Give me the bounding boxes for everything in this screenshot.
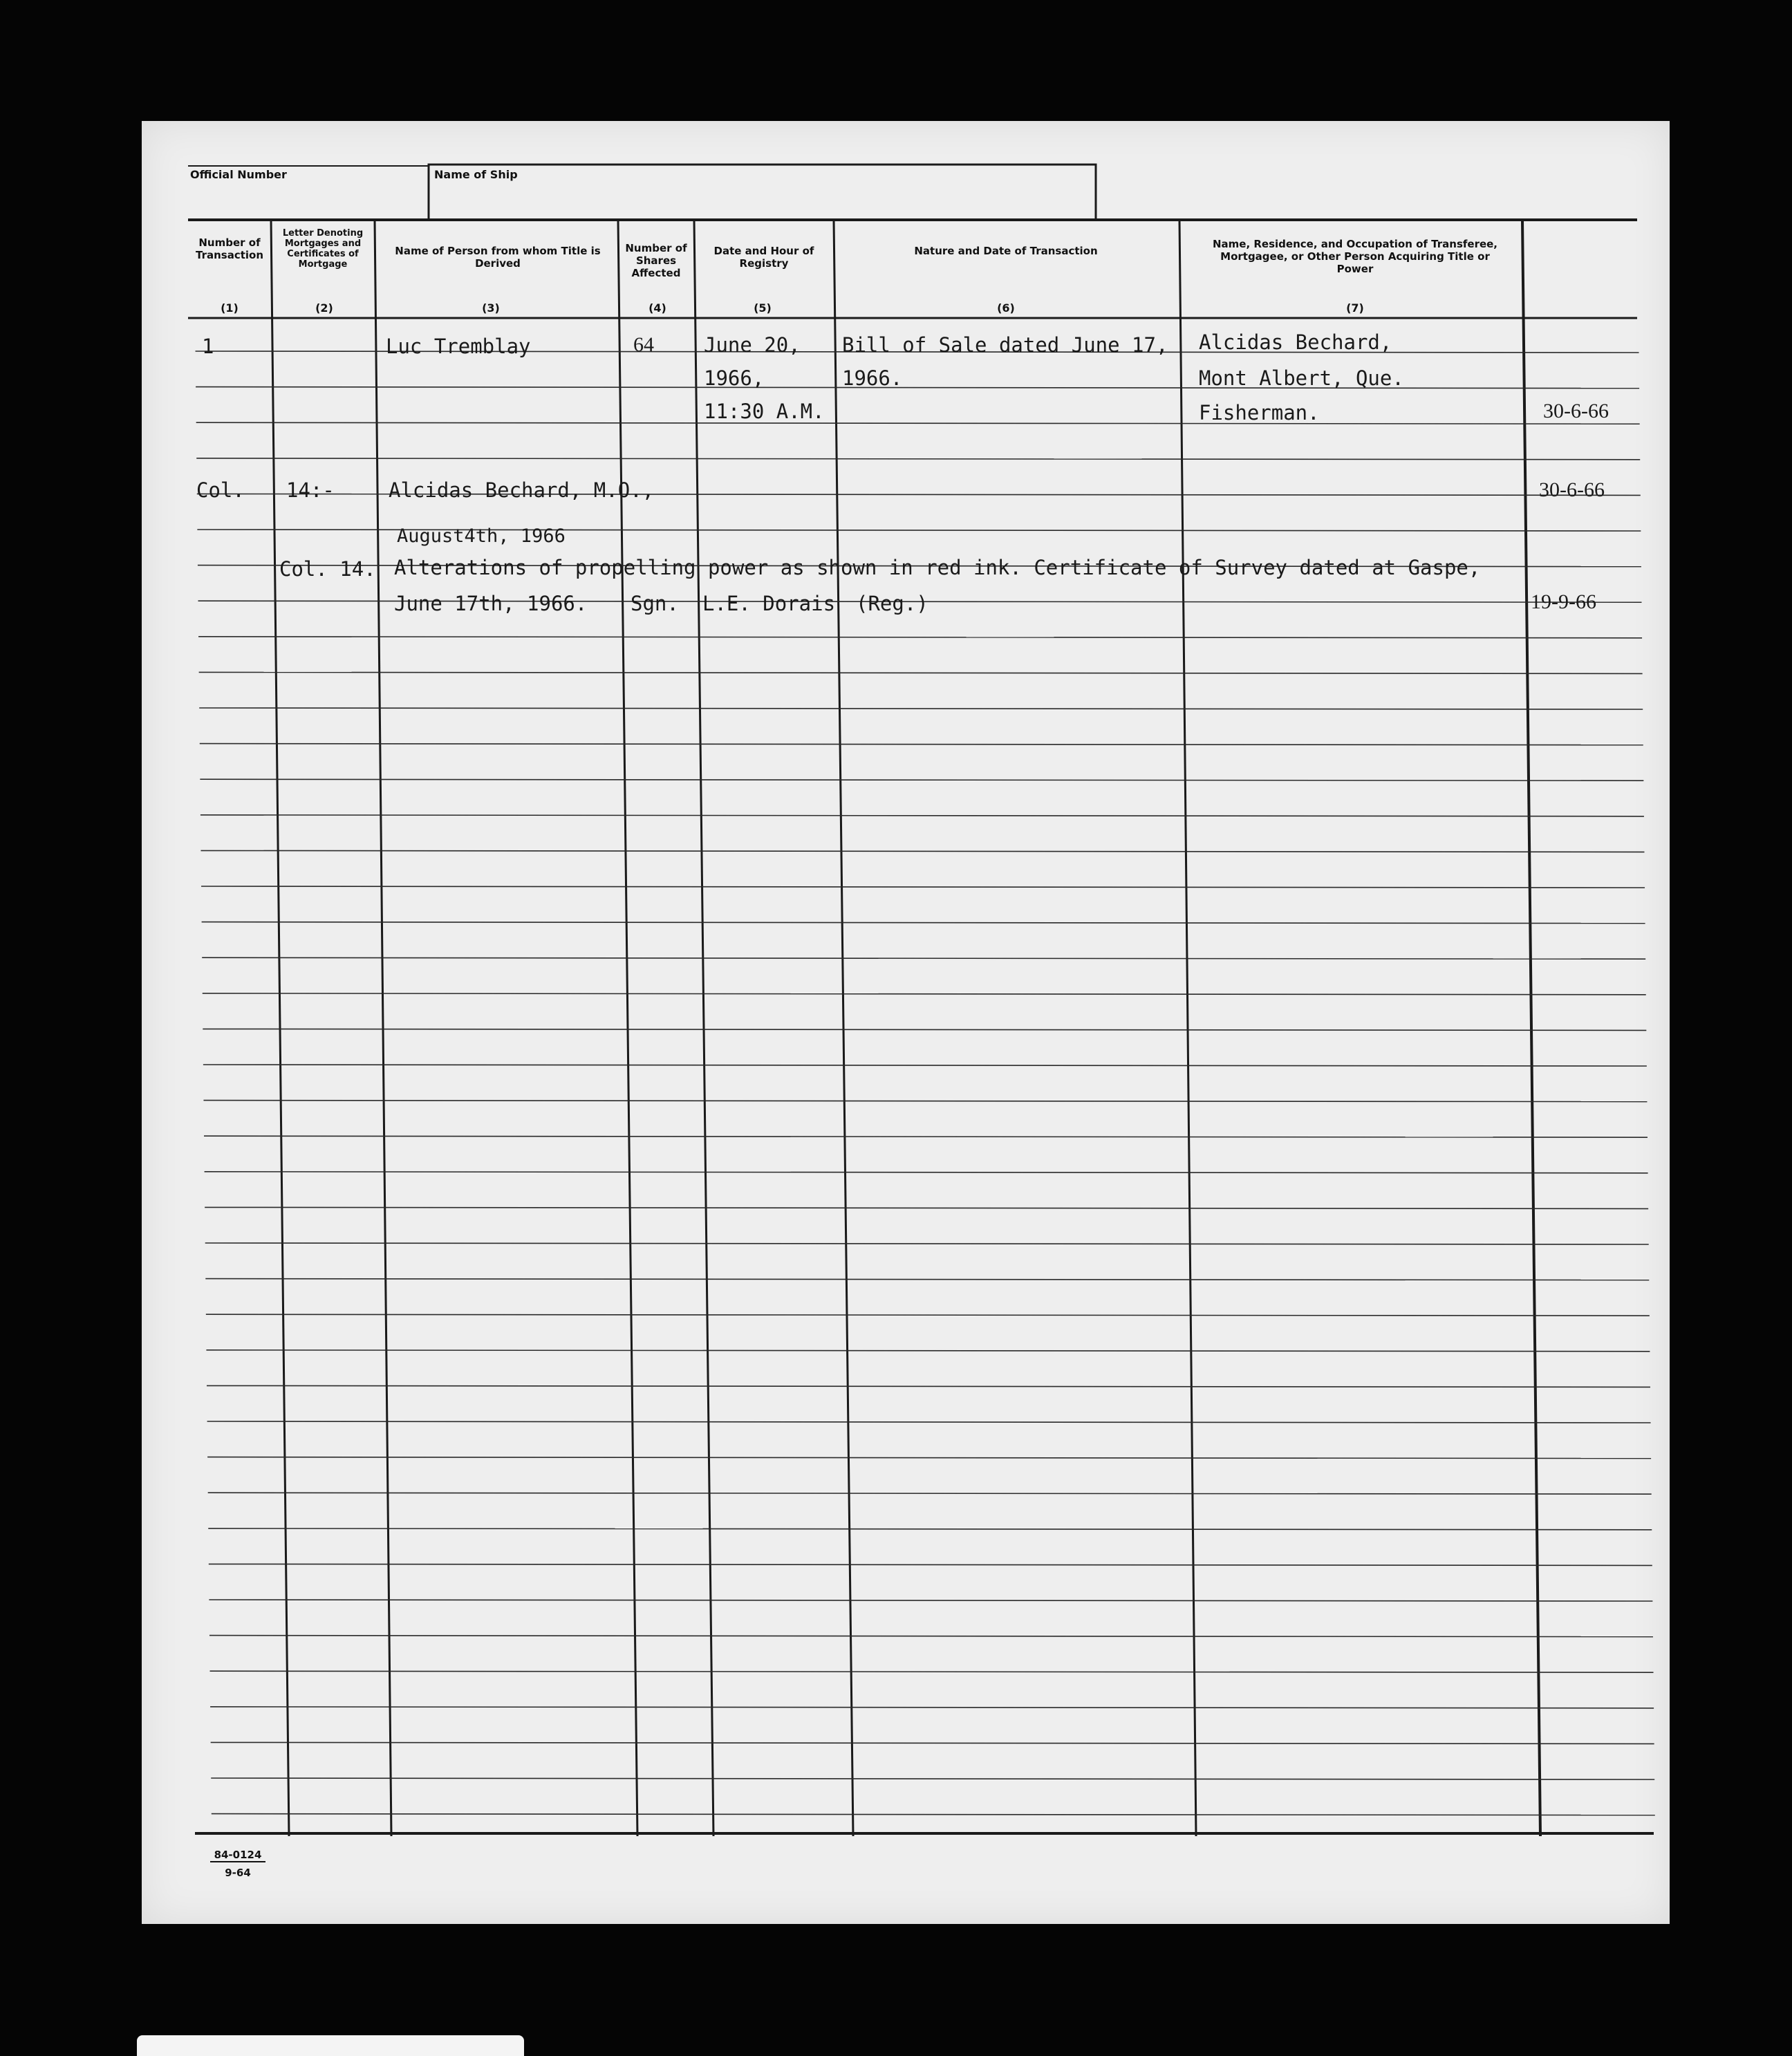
writing-line	[196, 387, 1639, 389]
writing-line	[205, 1172, 1648, 1173]
entry-2-col: Col.	[196, 478, 245, 502]
name-of-ship-box	[429, 165, 1096, 220]
writing-line	[212, 1814, 1655, 1815]
entry-1-number: 1	[202, 335, 214, 358]
writing-line	[204, 1136, 1648, 1137]
col-number-6: (6)	[997, 301, 1015, 315]
writing-line	[201, 886, 1645, 888]
entry-3-text-line-2: June 17th, 1966.	[394, 592, 588, 615]
writing-line	[203, 1065, 1647, 1066]
writing-line	[205, 1279, 1649, 1280]
entry-1-person-line-3: Fisherman.	[1199, 401, 1320, 424]
writing-line	[200, 779, 1643, 781]
entry-1-person-line-2: Mont Albert, Que.	[1199, 366, 1404, 390]
writing-line	[196, 422, 1640, 424]
name-of-ship-label: Name of Ship	[434, 168, 518, 181]
col-heading-4: Number of Shares Affected	[625, 242, 687, 279]
entry-3-sgn: Sgn.	[631, 592, 679, 615]
col-rule-6	[1179, 220, 1196, 1836]
col-number-2: (2)	[315, 301, 333, 315]
writing-line	[207, 1385, 1650, 1387]
writing-line	[203, 993, 1646, 995]
writing-line	[209, 1600, 1652, 1601]
entry-3-ref: Col. 14.	[279, 557, 376, 581]
col-rule-3	[618, 220, 637, 1836]
entry-2-ref: 14:-	[286, 478, 335, 502]
entry-1-date-line-2: 1966,	[704, 366, 765, 390]
entry-1-nature-line-1: Bill of Sale dated June 17,	[842, 333, 1168, 357]
entry-2-text: Alcidas Bechard, M.O.,	[389, 478, 655, 502]
writing-line	[210, 1707, 1654, 1708]
writing-line	[200, 815, 1644, 816]
col-heading-2: Letter Denoting Mortgages and Certificates of Mortgage	[282, 228, 364, 270]
entry-1-from: Luc Tremblay	[386, 335, 531, 358]
writing-line	[205, 1243, 1649, 1244]
writing-line	[196, 458, 1640, 460]
col-rule-2	[375, 220, 391, 1836]
writing-line	[210, 1671, 1654, 1672]
writing-line	[200, 744, 1643, 745]
writing-line	[208, 1493, 1652, 1494]
entry-1-shares: 64	[633, 333, 654, 356]
col-number-1: (1)	[221, 301, 239, 315]
official-number-label: Official Number	[190, 168, 287, 181]
writing-line	[202, 922, 1645, 924]
writing-line	[208, 1529, 1652, 1530]
writing-line	[211, 1742, 1654, 1744]
writing-line	[199, 708, 1643, 709]
col-heading-3: Name of Person from whom Title is Derived	[395, 245, 601, 270]
col-rule-7	[1522, 220, 1540, 1836]
entry-2-margin-date: 30-6-66	[1539, 478, 1605, 501]
writing-line	[206, 1350, 1650, 1352]
writing-line	[205, 1207, 1648, 1208]
entry-1-date-line-3: 11:30 A.M.	[704, 400, 825, 423]
writing-line	[203, 1101, 1647, 1102]
entry-1-margin-date: 30-6-66	[1543, 400, 1609, 422]
entry-1-person-line-1: Alcidas Bechard,	[1199, 330, 1392, 354]
col-heading-6: Nature and Date of Transaction	[914, 245, 1098, 257]
writing-line	[198, 637, 1642, 638]
col-number-5: (5)	[754, 301, 772, 315]
entry-1-date-line-1: June 20,	[704, 333, 801, 357]
col-number-3: (3)	[482, 301, 500, 315]
col-heading-7: Name, Residence, and Occupation of Transferee, Mortgagee, or Other Person Acquiring Title or Power	[1212, 238, 1498, 275]
writing-line	[206, 1314, 1650, 1316]
entry-3-reg: (Reg.)	[856, 592, 928, 615]
col-rule-5	[834, 220, 853, 1836]
col-rule-1	[271, 220, 289, 1836]
entry-3-signer: L.E. Dorais	[702, 592, 836, 615]
writing-line	[200, 850, 1644, 852]
form-date: 9-64	[225, 1867, 251, 1879]
entry-3-text-line-1: Alterations of propelling power as shown in red ink. Certificate of Survey dated at Gaspe,	[394, 556, 1481, 579]
entry-3-date: August4th, 1966	[397, 525, 566, 547]
writing-line	[203, 1029, 1646, 1030]
writing-line	[202, 957, 1645, 959]
scan-edge-tab	[137, 2035, 524, 2056]
writing-line	[209, 1564, 1652, 1565]
entry-1-nature-line-2: 1966.	[842, 366, 903, 390]
col-rule-4	[694, 220, 713, 1836]
form-number: 84-0124	[210, 1849, 265, 1862]
writing-line	[207, 1457, 1651, 1459]
writing-line	[209, 1636, 1653, 1637]
col-heading-5: Date and Hour of Registry	[713, 245, 814, 270]
writing-line	[211, 1778, 1654, 1779]
writing-line	[207, 1421, 1651, 1423]
col-number-4: (4)	[648, 301, 666, 315]
col-number-7: (7)	[1346, 301, 1364, 315]
col-heading-1: Number of Transaction	[195, 236, 264, 261]
entry-3-margin-date: 19-9-66	[1531, 590, 1596, 613]
writing-line	[199, 672, 1643, 673]
